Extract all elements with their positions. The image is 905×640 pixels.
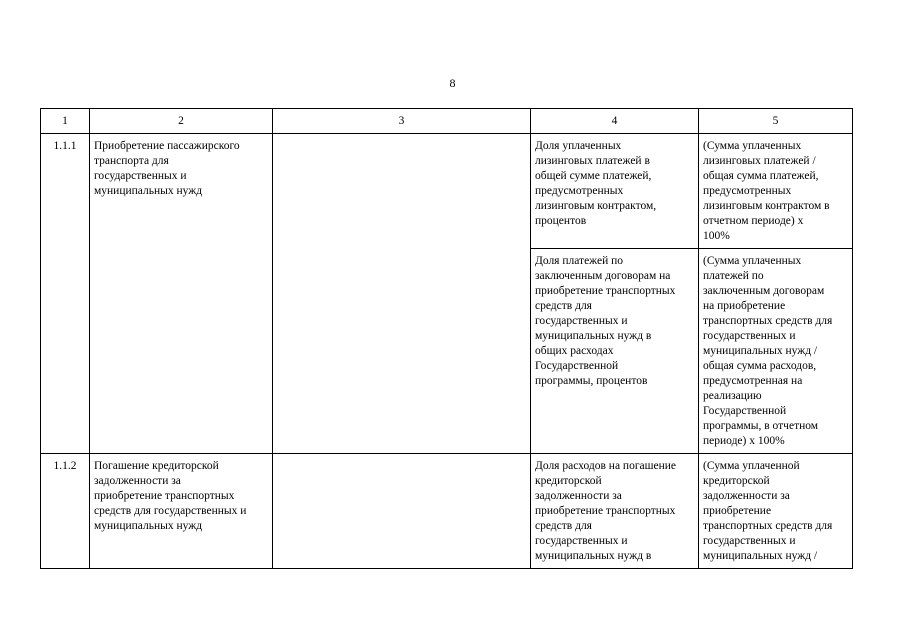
indicator-name: Доля уплаченных лизинговых платежей в общей сумме платежей, предусмотренных лизинговым контрактом, процентов	[531, 134, 699, 249]
table-header-row	[41, 109, 853, 134]
row-number: 1.1.1	[41, 134, 90, 454]
header-col-3: 3	[273, 109, 531, 134]
indicator-table	[40, 108, 853, 569]
measure-name: Погашение кредиторской задолженности за приобретение транспортных средств для государственных и муниципальных нужд	[90, 454, 273, 569]
measure-col3	[273, 454, 531, 569]
table-row	[41, 134, 853, 249]
header-col-2: 2	[90, 109, 273, 134]
measure-name: Приобретение пассажирского транспорта для государственных и муниципальных нужд	[90, 134, 273, 454]
measure-col3	[273, 134, 531, 454]
indicator-name: Доля расходов на погашение кредиторской задолженности за приобретение транспортных средств для государственных и муниципальных нужд в	[531, 454, 699, 569]
table-row	[41, 454, 853, 569]
header-col-1: 1	[41, 109, 90, 134]
indicator-formula: (Сумма уплаченной кредиторской задолженности за приобретение транспортных средств для государственных и муниципальных нужд /	[699, 454, 853, 569]
row-number: 1.1.2	[41, 454, 90, 569]
indicator-formula: (Сумма уплаченных лизинговых платежей / общая сумма платежей, предусмотренных лизинговым контрактом в отчетном периоде) x 100%	[699, 134, 853, 249]
page-number: 8	[449, 76, 456, 90]
indicator-name: Доля платежей по заключенным договорам на приобретение транспортных средств для государственных и муниципальных нужд в общих расходах Государственной программы, процентов	[531, 249, 699, 454]
header-col-5: 5	[699, 109, 853, 134]
header-col-4: 4	[531, 109, 699, 134]
indicator-formula: (Сумма уплаченных платежей по заключенным договорам на приобретение транспортных средств для государственных и муниципальных нужд / общая сумма расходов, предусмотренная на реализацию Государственной программы, в отчетном периоде) x 100%	[699, 249, 853, 454]
